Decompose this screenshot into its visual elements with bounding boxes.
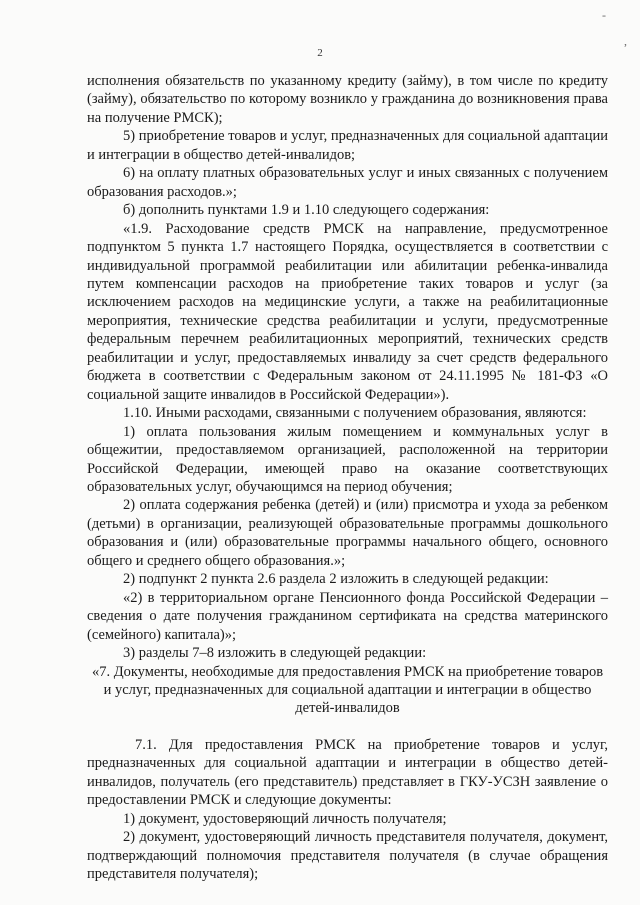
paragraph: 1) документ, удостоверяющий личность получателя; <box>123 810 447 827</box>
paragraph: 1) оплата пользования жилым помещением и коммунальных услуг в общежитии, предоставляемом организацией, расположенной на территории Российской Федерации, имеющей право на оказание соответствующих образовательных услуг, обучающимся на период обучения; <box>87 423 608 495</box>
document-body <box>87 72 608 883</box>
scan-mark: - <box>602 8 606 22</box>
page-number: 2 <box>317 47 323 59</box>
paragraph: б) дополнить пунктами 1.9 и 1.10 следующего содержания: <box>123 202 490 219</box>
paragraph: исполнения обязательств по указанному кредиту (займу), в том числе по кредиту (займу), обязательство по которому возникло у гражданина до возникновения права на получение РМСК); <box>87 73 608 126</box>
paragraph: 2) оплата содержания ребенка (детей) и (или) присмотра и ухода за ребенком (детьми) в организации, реализующей образовательные программы дошкольного образования и (или) образовательные программы начального общего, основного общего и среднего общего образования.»; <box>87 497 608 569</box>
paragraph: 5) приобретение товаров и услуг, предназначенных для социальной адаптации и интеграции в общество детей-инвалидов; <box>87 128 608 163</box>
section-heading: «7. Документы, необходимые для предоставления РМСК на приобретение товаров и услуг, предназначенных для социальной адаптации и интеграции в общество детей-инвалидов <box>91 663 604 717</box>
paragraph: 1.10. Иными расходами, связанными с получением образования, являются: <box>123 405 587 422</box>
paragraph: 7.1. Для предоставления РМСК на приобретение товаров и услуг, предназначенных для социальной адаптации и интеграции в общество детей-инвалидов, получатель (его представитель) представляет в ГКУ-УСЗН заявление о предоставлении РМСК и следующие документы: <box>87 736 608 809</box>
paragraph: 6) на оплату платных образовательных услуг и иных связанных с получением образования расходов.»; <box>87 165 608 200</box>
scan-mark: , <box>624 34 627 48</box>
paragraph: 2) подпункт 2 пункта 2.6 раздела 2 изложить в следующей редакции: <box>123 571 549 588</box>
paragraph: 2) документ, удостоверяющий личность представителя получателя, документ, подтверждающий полномочия представителя получателя (в случае обращения представителя получателя); <box>87 829 608 883</box>
paragraph: «2) в территориальном органе Пенсионного фонда Российской Федерации – сведения о дате получения гражданином сертификата на средства материнского (семейного) капитала)»; <box>87 589 608 643</box>
paragraph: 3) разделы 7–8 изложить в следующей редакции: <box>123 645 427 662</box>
paragraph: «1.9. Расходование средств РМСК на направление, предусмотренное подпунктом 5 пункта 1.7 настоящего Порядка, осуществляется в соответствии с индивидуальной программой реабилитации или абилитации ребенка-инвалида путем компенсации расходов на приобретение таких товаров и услуг (за исключением расходов на медицинские услуги, а также на реабилитационные мероприятия, технические средства реабилитации и услуги, предусмотренные федеральным перечнем реабилитационных мероприятий, технических средств реабилитации и услуг, предоставляемых инвалиду за счет средств федерального бюджета в соответствии с Федеральным законом от 24.11.1995 № 181-ФЗ «О социальной защите инвалидов в Российской Федерации»). <box>87 220 608 403</box>
